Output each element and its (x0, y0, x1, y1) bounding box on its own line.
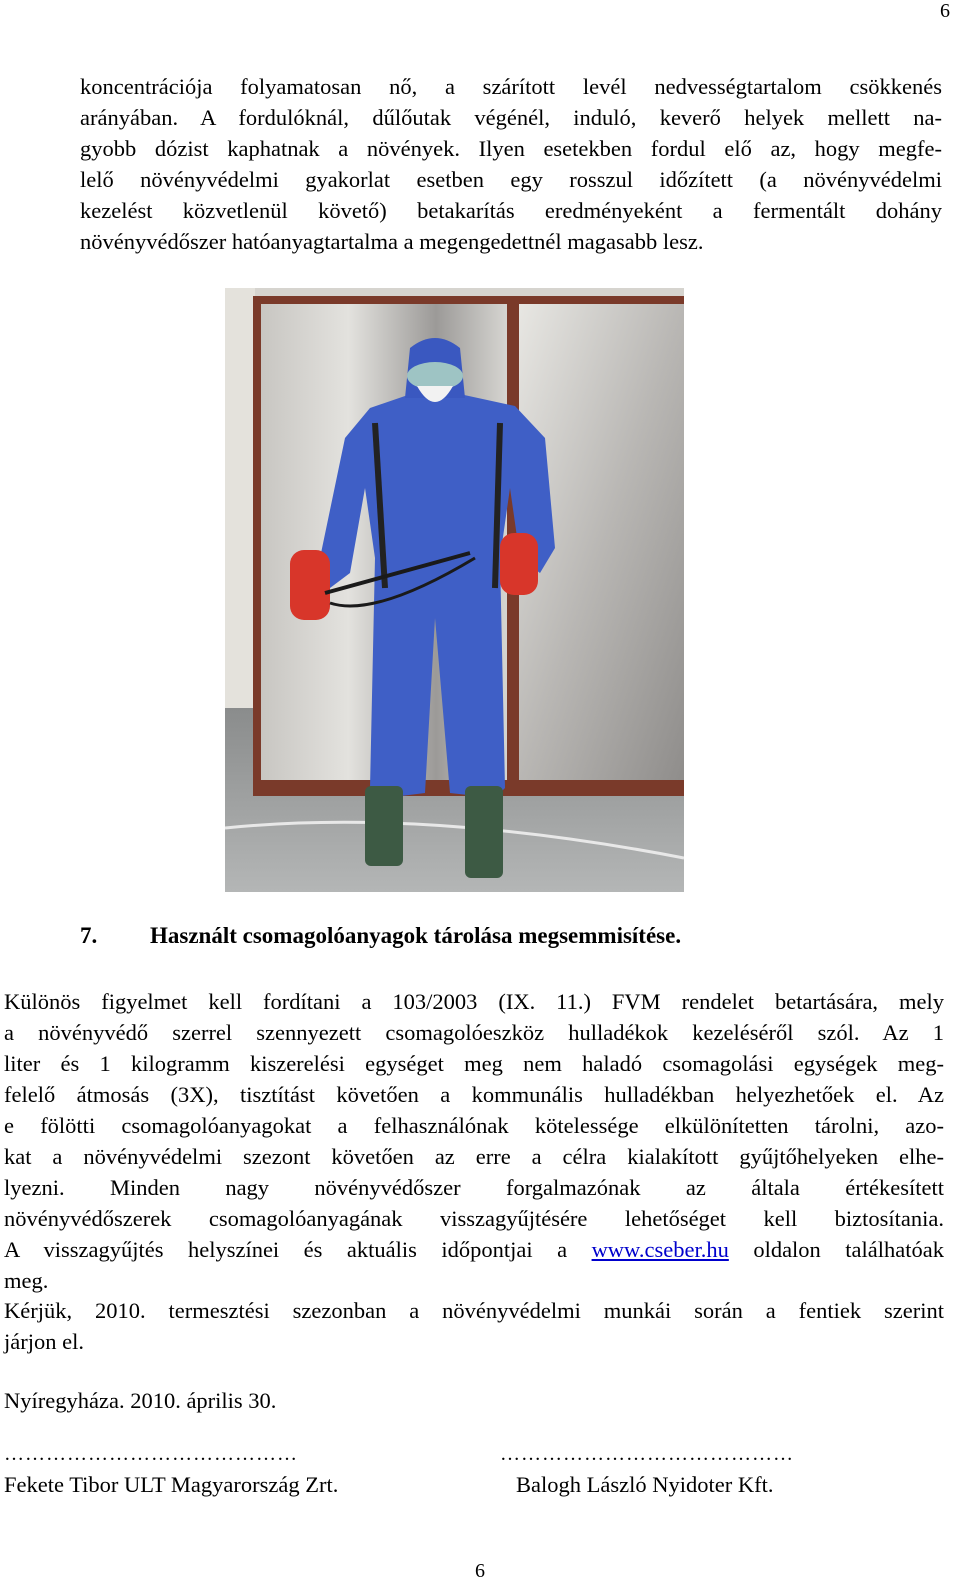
page-number-bottom: 6 (475, 1560, 485, 1582)
text-line: járjon el. (4, 1329, 84, 1354)
text-line: e fölötti csomagolóanyagokat a felhasználónak kötelessége elkülönítetten tárolni, azo- (4, 1113, 944, 1138)
text-line: Különös figyelmet kell fordítani a 103/2003 (IX. 11.) FVM rendelet betartására, mely (4, 989, 944, 1014)
text-line: felelő átmosás (3X), tisztítást követően a kommunális hulladékban helyezhetőek el. Az (4, 1082, 944, 1107)
signature-line-right: …………………………………… (500, 1443, 794, 1465)
page-number-top: 6 (940, 0, 950, 22)
text-line: a növényvédő szerrel szennyezett csomagolóeszköz hulladékok kezeléséről szól. Az 1 (4, 1020, 944, 1045)
text-line: Kérjük, 2010. termesztési szezonban a növényvédelmi munkái során a fentiek szerint (4, 1298, 944, 1323)
cseber-link[interactable]: www.cseber.hu (591, 1237, 729, 1262)
text-line: lelő növényvédelmi gyakorlat esetben egy rosszul időzített (a növényvédelmi (80, 167, 942, 192)
section-heading (80, 923, 681, 949)
text-line: kezelést közvetlenül követő) betakarítás eredményeként a fermentált dohány (80, 198, 942, 223)
section-number: 7. (80, 923, 98, 948)
signature-line-left: …………………………………… (4, 1443, 298, 1465)
signature-right: Balogh László Nyidoter Kft. (516, 1472, 774, 1497)
link-line-after: oldalon találhatóak (728, 1237, 944, 1262)
text-line: növényvédőszerek csomagolóanyagának visszagyűjtésére lehetőséget kell biztosítania. (4, 1206, 944, 1231)
text-line: liter és 1 kilogramm kiszerelési egységet meg nem haladó csomagolási egységek meg- (4, 1051, 944, 1076)
text-line: gyobb dózist kaphatnak a növények. Ilyen esetekben fordul elő az, hogy megfe- (80, 136, 942, 161)
signature-left: Fekete Tibor ULT Magyarország Zrt. (4, 1472, 339, 1497)
text-line: kat a növényvédelmi szezont követően az erre a célra kialakított gyűjtőhelyeken elhe- (4, 1144, 944, 1169)
body-paragraph (4, 986, 944, 1296)
date-line: Nyíregyháza. 2010. április 30. (4, 1388, 277, 1413)
text-line: arányában. A fordulóknál, dűlőutak végénél, induló, keverő helyek mellett na- (80, 105, 942, 130)
text-line: lyezni. Minden nagy növényvédőszer forgalmazónak az általa értékesített (4, 1175, 944, 1200)
text-line-with-link (4, 1234, 944, 1265)
protective-suit-photo (225, 288, 684, 892)
text-line: növényvédőszer hatóanyagtartalma a megengedettnél magasabb lesz. (80, 229, 704, 254)
text-line: meg. (4, 1268, 49, 1293)
text-line: koncentrációja folyamatosan nő, a szárított levél nedvességtartalom csökkenés (80, 74, 942, 99)
closing-paragraph (4, 1295, 944, 1357)
link-line-before: A visszagyűjtés helyszínei és aktuális időpontjai a (4, 1237, 592, 1262)
section-title: Használt csomagolóanyagok tárolása megsemmisítése. (150, 923, 682, 948)
intro-paragraph (80, 71, 942, 257)
